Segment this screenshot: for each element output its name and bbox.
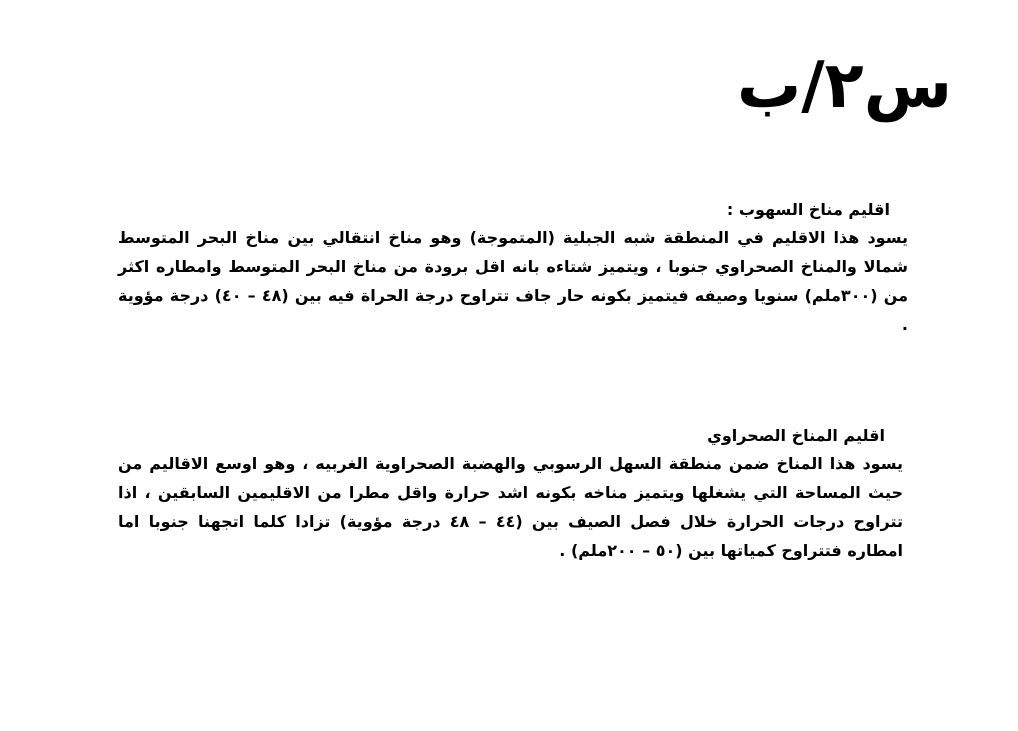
steppe-climate-body: يسود هذا الاقليم في المنطقة شبه الجبلية (المتموجة) وهو مناخ انتقالي بين مناخ البحر المتوسط شمالا والمناخ الصحراوي جنوبا ، ويتميز شتاءه بانه اقل برودة من مناخ البحر المتوسط وامطاره اكثر من (٣٠٠ملم) سنويا وصيفه فيتميز بكونه حار جاف تتراوح درجة الحراة فيه بين (٤٨ – ٤٠) درجة مؤوية . — [118, 228, 909, 334]
steppe-climate-section — [118, 200, 908, 339]
desert-climate-section — [118, 426, 903, 565]
desert-climate-body: يسود هذا المناخ ضمن منطقة السهل الرسوبي والهضبة الصحراوية الغربيه ، وهو اوسع الاقاليم من حيث المساحة التي يشغلها ويتميز مناخه بكونه اشد حرارة واقل مطرا من الاقليمين السابقين ، اذا تتراوح درجات الحرارة خلال فصل الصيف بين (٤٤ – ٤٨ درجة مؤوية) تزادا كلما اتجهنا جنوبا اما امطاره فتتراوح كمياتها بين (٥٠ – ٢٠٠ملم) . — [118, 454, 904, 560]
question-label: س٢/ب — [736, 49, 952, 123]
desert-climate-title: اقليم المناخ الصحراوي — [707, 426, 885, 445]
steppe-climate-title: اقليم مناخ السهوب : — [726, 200, 890, 219]
